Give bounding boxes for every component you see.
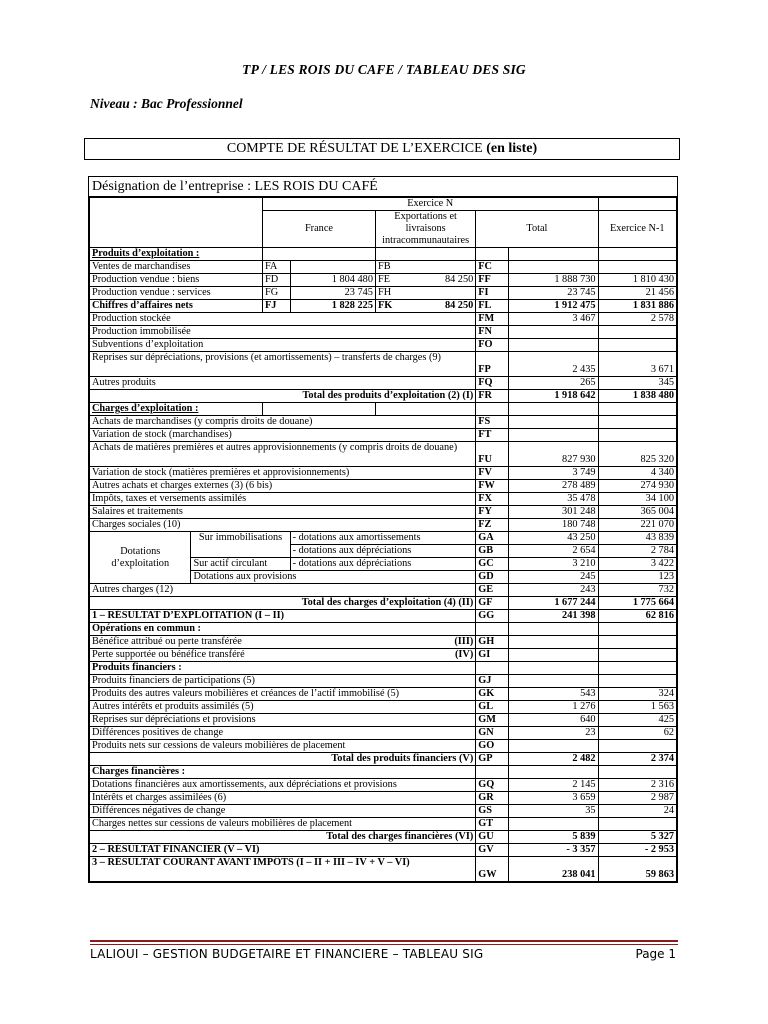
line-row	[90, 584, 677, 597]
line-row	[90, 326, 677, 339]
row-label: 2 – RÉSULTAT FINANCIER (V – VI)	[90, 844, 476, 857]
split-row	[90, 287, 677, 300]
row-label: Charges nettes sur cessions de valeurs mobilières de placement	[90, 818, 476, 831]
n1-value	[598, 339, 676, 352]
row-code: FT	[476, 429, 508, 442]
row-label-text: Bénéfice attribué ou perte transférée	[92, 636, 242, 647]
total-value: 35	[508, 805, 598, 818]
subheading-row	[90, 623, 677, 636]
n1-value: 2 784	[598, 545, 676, 558]
line-row	[90, 377, 677, 390]
blank	[375, 403, 475, 416]
total-value: 2 654	[508, 545, 598, 558]
row-label: Achats de marchandises (y compris droits de douane)	[90, 416, 476, 429]
row-code: FL	[476, 300, 508, 313]
n1-value	[598, 623, 676, 636]
row-code: FR	[476, 390, 508, 403]
export-value	[435, 261, 475, 274]
n1-value: 62 816	[598, 610, 676, 623]
row-label: Opérations en commun :	[90, 623, 476, 636]
section-heading: Charges d’exploitation :	[90, 403, 263, 416]
roman-numeral: (IV)	[454, 649, 474, 660]
n1-value: 43 839	[598, 532, 676, 545]
line-row	[90, 442, 677, 467]
total-value: 1 276	[508, 701, 598, 714]
row-code: GF	[476, 597, 508, 610]
total-value: 827 930	[508, 442, 598, 467]
total-value	[508, 766, 598, 779]
row-code: GG	[476, 610, 508, 623]
row-code: GU	[476, 831, 508, 844]
total-value: 3 749	[508, 467, 598, 480]
export-value	[435, 287, 475, 300]
row-code: GN	[476, 727, 508, 740]
dotation-item: - dotations aux dépréciations	[290, 558, 476, 571]
total-value: 241 398	[508, 610, 598, 623]
row-code: GT	[476, 818, 508, 831]
row-code: FD	[262, 274, 290, 287]
split-row	[90, 274, 677, 287]
n1-value	[598, 675, 676, 688]
total-value: 23 745	[508, 287, 598, 300]
row-code	[476, 623, 508, 636]
n1-value: 324	[598, 688, 676, 701]
row-code: GW	[476, 857, 508, 882]
row-code: GP	[476, 753, 508, 766]
n1-value	[598, 740, 676, 753]
n1-value	[598, 429, 676, 442]
total-value: 301 248	[508, 506, 598, 519]
row-code: GH	[476, 636, 508, 649]
total-label: Total des charges financières (VI)	[90, 831, 476, 844]
n1-value: 5 327	[598, 831, 676, 844]
row-label	[90, 636, 476, 649]
blank	[598, 248, 676, 261]
line-row	[90, 740, 677, 753]
row-label: Autres produits	[90, 377, 476, 390]
banner-suffix: (en liste)	[482, 141, 538, 156]
n1-value	[598, 416, 676, 429]
line-row	[90, 429, 677, 442]
total-row	[90, 831, 677, 844]
n1-value	[598, 818, 676, 831]
row-code: FG	[262, 287, 290, 300]
row-label: Différences négatives de change	[90, 805, 476, 818]
row-code: GJ	[476, 675, 508, 688]
total-label: Total des charges d’exploitation (4) (II)	[90, 597, 476, 610]
row-code: GR	[476, 792, 508, 805]
line-row	[90, 818, 677, 831]
line-row	[90, 416, 677, 429]
line-row	[90, 519, 677, 532]
blank	[508, 403, 598, 416]
row-code: GL	[476, 701, 508, 714]
row-code: GC	[476, 558, 508, 571]
row-code: GI	[476, 649, 508, 662]
row-code: GB	[476, 545, 508, 558]
line-row	[90, 352, 677, 377]
row-label: Reprises sur dépréciations, provisions (et amortissements) – transferts de charges (9)	[90, 352, 476, 377]
line-row	[90, 701, 677, 714]
row-code: FZ	[476, 519, 508, 532]
income-statement-table	[89, 197, 677, 882]
section-heading: Produits d’exploitation :	[90, 248, 263, 261]
header-row	[90, 198, 677, 211]
row-code: FK	[375, 300, 435, 313]
france-header: France	[262, 211, 375, 248]
line-row	[90, 636, 677, 649]
footer-text: LALIOUI – GESTION BUDGETAIRE ET FINANCIERE – TABLEAU SIG	[90, 947, 484, 961]
total-value: 5 839	[508, 831, 598, 844]
row-code: GM	[476, 714, 508, 727]
row-code: FQ	[476, 377, 508, 390]
row-label	[90, 649, 476, 662]
n1-value	[598, 261, 676, 274]
total-value	[508, 740, 598, 753]
row-code: GV	[476, 844, 508, 857]
n1-value: 34 100	[598, 493, 676, 506]
dotation-item: - dotations aux amortissements	[290, 532, 476, 545]
total-row	[90, 390, 677, 403]
n1-value: 62	[598, 727, 676, 740]
n1-value: 425	[598, 714, 676, 727]
company-designation: Désignation de l’entreprise : LES ROIS DU CAFÉ	[89, 177, 677, 197]
total-value	[508, 818, 598, 831]
level-label: Niveau : Bac Professionnel	[90, 96, 243, 111]
document-title: TP / LES ROIS DU CAFE / TABLEAU DES SIG	[242, 62, 526, 77]
footer-rule-thin	[90, 944, 678, 945]
row-code: FU	[476, 442, 508, 467]
france-value	[290, 261, 375, 274]
row-label: Salaires et traitements	[90, 506, 476, 519]
total-value: 245	[508, 571, 598, 584]
n1-value: 365 004	[598, 506, 676, 519]
page-number: Page 1	[635, 947, 676, 961]
total-value: 1 677 244	[508, 597, 598, 610]
total-value: 23	[508, 727, 598, 740]
row-label: Produits financiers :	[90, 662, 476, 675]
row-code	[476, 766, 508, 779]
row-code: FN	[476, 326, 508, 339]
row-label: Autres achats et charges externes (3) (6 bis)	[90, 480, 476, 493]
n1-value: 21 456	[598, 287, 676, 300]
total-value: 278 489	[508, 480, 598, 493]
n1-value: 732	[598, 584, 676, 597]
n1-value: 2 316	[598, 779, 676, 792]
line-row	[90, 714, 677, 727]
total-value: 543	[508, 688, 598, 701]
n1-value	[598, 662, 676, 675]
total-value	[508, 429, 598, 442]
roman-numeral: (III)	[454, 636, 474, 647]
statement-banner	[84, 138, 680, 160]
line-row	[90, 339, 677, 352]
n1-value: 345	[598, 377, 676, 390]
row-code: FV	[476, 467, 508, 480]
row-label: Variation de stock (marchandises)	[90, 429, 476, 442]
n1-value: 2 578	[598, 313, 676, 326]
total-value	[508, 416, 598, 429]
total-value	[508, 662, 598, 675]
row-code: GE	[476, 584, 508, 597]
total-value: 1 912 475	[508, 300, 598, 313]
row-label: Achats de matières premières et autres approvisionnements (y compris droits de douane)	[90, 442, 476, 467]
sur-immobilisations: Sur immobilisations	[191, 532, 290, 558]
total-value: 3 210	[508, 558, 598, 571]
result-row	[90, 857, 677, 882]
total-value	[508, 326, 598, 339]
section-row	[90, 248, 677, 261]
dotations-label: Dotations d’exploitation	[90, 532, 191, 584]
total-value: 2 435	[508, 352, 598, 377]
total-value: 3 467	[508, 313, 598, 326]
blank	[476, 248, 508, 261]
dotations-provisions: Dotations aux provisions	[191, 571, 476, 584]
n1-value	[598, 326, 676, 339]
row-label: Production vendue : services	[90, 287, 263, 300]
line-row	[90, 688, 677, 701]
row-label: Dotations financières aux amortissements, aux dépréciations et provisions	[90, 779, 476, 792]
row-label: Reprises sur dépréciations et provisions	[90, 714, 476, 727]
row-code	[476, 662, 508, 675]
n1-value: 1 810 430	[598, 274, 676, 287]
n1-value: 221 070	[598, 519, 676, 532]
total-value: 640	[508, 714, 598, 727]
row-label: Variation de stock (matières premières et approvisionnements)	[90, 467, 476, 480]
row-code: FW	[476, 480, 508, 493]
blank	[598, 403, 676, 416]
line-row	[90, 805, 677, 818]
section-row	[90, 403, 677, 416]
france-value: 1 828 225	[290, 300, 375, 313]
subheading-row	[90, 766, 677, 779]
n1-header: Exercice N-1	[598, 211, 676, 248]
line-row	[90, 493, 677, 506]
line-row	[90, 727, 677, 740]
row-label: Produits nets sur cessions de valeurs mobilières de placement	[90, 740, 476, 753]
row-label: Charges financières :	[90, 766, 476, 779]
n1-value: 2 374	[598, 753, 676, 766]
total-value: 180 748	[508, 519, 598, 532]
dotation-item: - dotations aux dépréciations	[290, 545, 476, 558]
row-code: GA	[476, 532, 508, 545]
row-code: FO	[476, 339, 508, 352]
total-value	[508, 339, 598, 352]
dotations-row	[90, 532, 677, 545]
row-label-text: Perte supportée ou bénéfice transféré	[92, 649, 245, 660]
total-value: 43 250	[508, 532, 598, 545]
row-label: Produits financiers de participations (5)	[90, 675, 476, 688]
n1-value	[598, 649, 676, 662]
line-row	[90, 467, 677, 480]
n1-spacer	[598, 198, 676, 211]
line-row	[90, 313, 677, 326]
n1-value: 59 863	[598, 857, 676, 882]
row-code: GO	[476, 740, 508, 753]
row-label: Chiffres d’affaires nets	[90, 300, 263, 313]
row-label: Autres charges (12)	[90, 584, 476, 597]
n1-value: 4 340	[598, 467, 676, 480]
n1-value: 825 320	[598, 442, 676, 467]
row-label: 3 – RÉSULTAT COURANT AVANT IMPÔTS (I – II + III – IV + V – VI)	[90, 857, 476, 882]
row-code: FP	[476, 352, 508, 377]
france-value: 23 745	[290, 287, 375, 300]
split-row	[90, 300, 677, 313]
income-statement-form	[88, 176, 678, 883]
sur-actif-circulant: Sur actif circulant	[191, 558, 290, 571]
row-code: FA	[262, 261, 290, 274]
line-row	[90, 779, 677, 792]
france-value: 1 804 480	[290, 274, 375, 287]
total-value	[508, 623, 598, 636]
total-value: 3 659	[508, 792, 598, 805]
row-label: Ventes de marchandises	[90, 261, 263, 274]
export-value: 84 250	[435, 274, 475, 287]
total-value: 1 918 642	[508, 390, 598, 403]
total-label: Total des produits d’exploitation (2) (I)	[90, 390, 476, 403]
export-value: 84 250	[435, 300, 475, 313]
total-value: 35 478	[508, 493, 598, 506]
row-label: Différences positives de change	[90, 727, 476, 740]
total-header: Total	[476, 211, 598, 248]
split-row	[90, 261, 677, 274]
n1-value: 24	[598, 805, 676, 818]
n1-value	[598, 766, 676, 779]
exercice-n-header: Exercice N	[262, 198, 598, 211]
row-code: FS	[476, 416, 508, 429]
table-body	[90, 198, 677, 882]
row-label: Production stockée	[90, 313, 476, 326]
total-value: 243	[508, 584, 598, 597]
line-row	[90, 480, 677, 493]
line-row	[90, 792, 677, 805]
header-blank	[90, 198, 263, 248]
row-label: Produits des autres valeurs mobilières et créances de l’actif immobilisé (5)	[90, 688, 476, 701]
n1-value	[598, 636, 676, 649]
n1-value: 2 987	[598, 792, 676, 805]
row-label: Subventions d’exploitation	[90, 339, 476, 352]
blank	[476, 403, 508, 416]
n1-value: 1 563	[598, 701, 676, 714]
n1-value: 1 831 886	[598, 300, 676, 313]
row-label: Production vendue : biens	[90, 274, 263, 287]
line-row	[90, 506, 677, 519]
blank	[262, 403, 375, 416]
blank	[375, 248, 475, 261]
total-label: Total des produits financiers (V)	[90, 753, 476, 766]
total-value: 1 888 730	[508, 274, 598, 287]
total-value	[508, 649, 598, 662]
blank	[262, 248, 375, 261]
row-code: GD	[476, 571, 508, 584]
row-label: Charges sociales (10)	[90, 519, 476, 532]
row-code: FJ	[262, 300, 290, 313]
row-code: FY	[476, 506, 508, 519]
n1-value: - 2 953	[598, 844, 676, 857]
banner-title: COMPTE DE RÉSULTAT DE L’EXERCICE	[226, 141, 483, 156]
total-value	[508, 261, 598, 274]
total-value: 238 041	[508, 857, 598, 882]
total-value: 265	[508, 377, 598, 390]
blank	[508, 248, 598, 261]
result-row	[90, 844, 677, 857]
row-label: Impôts, taxes et versements assimilés	[90, 493, 476, 506]
row-label: 1 – RÉSULTAT D’EXPLOITATION (I – II)	[90, 610, 476, 623]
total-value: 2 482	[508, 753, 598, 766]
n1-value: 1 838 480	[598, 390, 676, 403]
total-value	[508, 636, 598, 649]
subheading-row	[90, 662, 677, 675]
row-code: GQ	[476, 779, 508, 792]
row-code: FC	[476, 261, 508, 274]
result-row	[90, 610, 677, 623]
row-label: Autres intérêts et produits assimilés (5)	[90, 701, 476, 714]
total-value	[508, 675, 598, 688]
n1-value: 3 422	[598, 558, 676, 571]
row-code: FH	[375, 287, 435, 300]
n1-value: 274 930	[598, 480, 676, 493]
n1-value: 123	[598, 571, 676, 584]
row-code: FM	[476, 313, 508, 326]
export-header: Exportations et livraisons intracommunautaires	[375, 211, 475, 248]
total-value: 2 145	[508, 779, 598, 792]
row-code: GS	[476, 805, 508, 818]
total-row	[90, 753, 677, 766]
row-code: FX	[476, 493, 508, 506]
row-code: FB	[375, 261, 435, 274]
line-row	[90, 649, 677, 662]
n1-value: 3 671	[598, 352, 676, 377]
row-code: GK	[476, 688, 508, 701]
row-label: Intérêts et charges assimilées (6)	[90, 792, 476, 805]
row-code: FI	[476, 287, 508, 300]
footer-rule	[90, 940, 678, 942]
total-value: - 3 357	[508, 844, 598, 857]
total-row	[90, 597, 677, 610]
row-code: FF	[476, 274, 508, 287]
row-label: Production immobilisée	[90, 326, 476, 339]
n1-value: 1 775 664	[598, 597, 676, 610]
row-code: FE	[375, 274, 435, 287]
line-row	[90, 675, 677, 688]
